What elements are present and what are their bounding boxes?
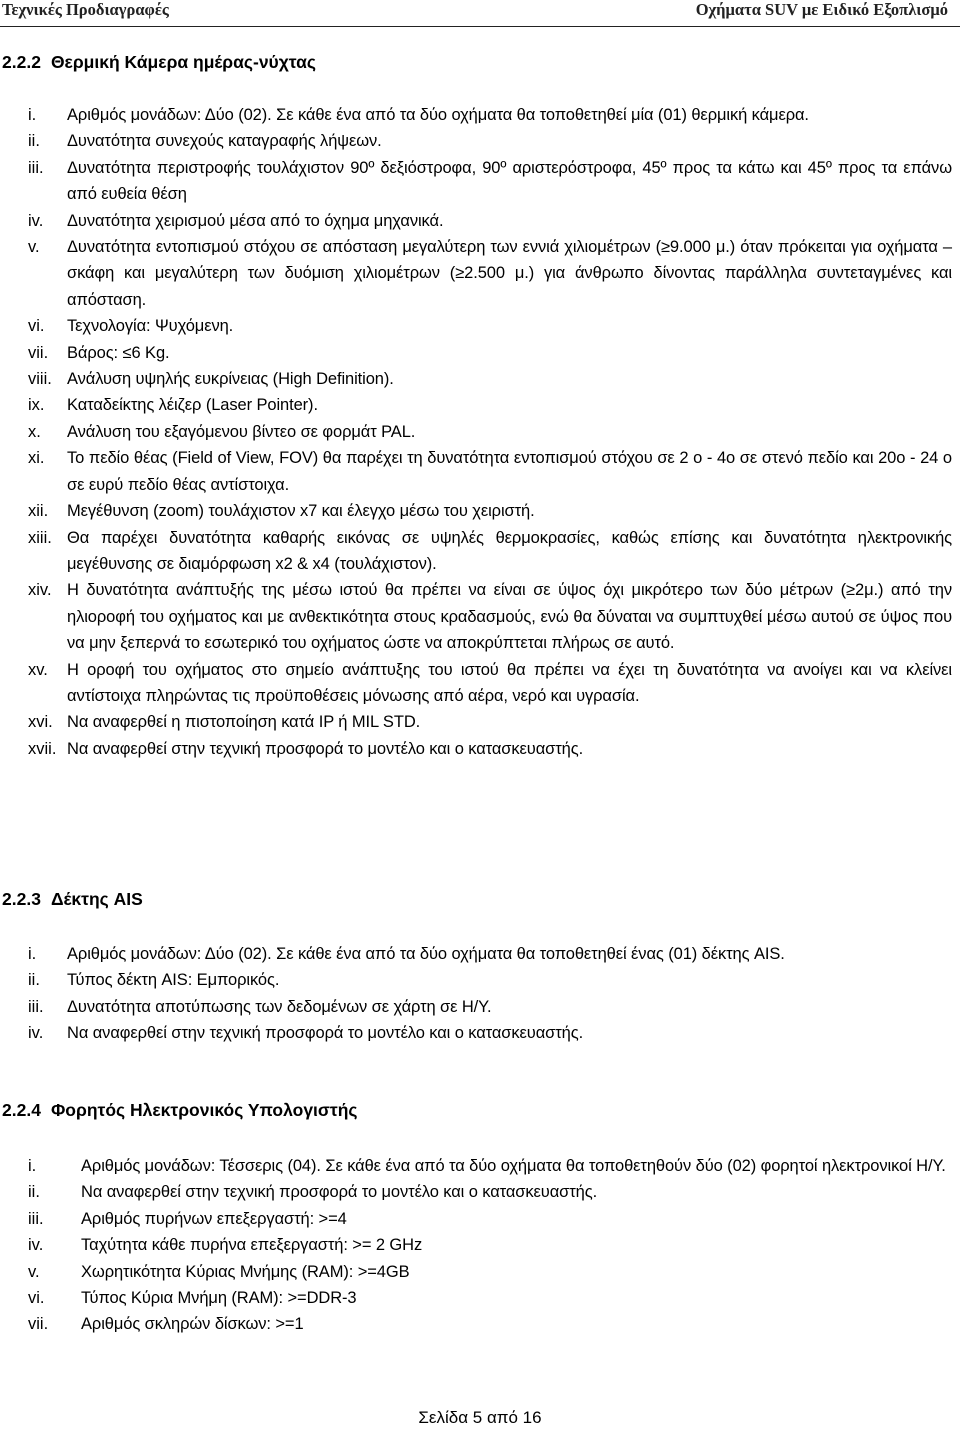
item-text: Ταχύτητα κάθε πυρήνα επεξεργαστή: >= 2 GHz xyxy=(81,1236,423,1255)
item-roman-numeral: iv. xyxy=(28,1236,44,1255)
item-roman-numeral: ix. xyxy=(28,396,45,415)
item-roman-numeral: ii. xyxy=(28,1183,40,1202)
list-item xyxy=(0,1153,960,1179)
list-item xyxy=(0,445,960,498)
item-text: Τύπος Κύρια Μνήμη (RAM): >=DDR-3 xyxy=(81,1289,357,1308)
header-subject-title: Οχήματα SUV με Ειδικό Εξοπλισμό xyxy=(695,0,948,19)
item-text: Αριθμός μονάδων: Δύο (02). Σε κάθε ένα από τα δύο οχήματα θα τοποθετηθεί μία (01) θερμική κάμερα. xyxy=(67,106,809,124)
item-roman-numeral: viii. xyxy=(28,370,52,389)
list-item xyxy=(0,313,960,339)
section-number: 2.2.4 xyxy=(2,1100,41,1120)
list-item xyxy=(0,208,960,234)
list-item xyxy=(0,340,960,366)
list-item xyxy=(0,1232,960,1258)
item-text: Βάρος: ≤6 Kg. xyxy=(67,343,170,362)
item-roman-numeral: xiv. xyxy=(28,581,52,600)
item-text: Καταδείκτης λέιζερ (Laser Pointer). xyxy=(67,396,318,415)
item-roman-numeral: xvi. xyxy=(28,713,53,732)
item-text: Χωρητικότητα Κύριας Μνήμης (RAM): >=4GB xyxy=(81,1262,410,1281)
list-item xyxy=(0,709,960,735)
item-roman-numeral: iii. xyxy=(28,997,44,1016)
list-item xyxy=(0,234,960,313)
laptop-spec-list xyxy=(0,1153,960,1338)
item-roman-numeral: x. xyxy=(28,422,41,441)
section-heading: Δέκτης AIS xyxy=(50,889,143,909)
list-item xyxy=(0,941,960,967)
list-item xyxy=(0,366,960,392)
item-text: Δυνατότητα αποτύπωσης των δεδομένων σε χάρτη σε Η/Υ. xyxy=(67,997,492,1016)
section-title-ais-receiver xyxy=(2,889,143,910)
item-roman-numeral: vii. xyxy=(28,343,49,362)
list-item xyxy=(0,736,960,762)
item-text: Η οροφή του οχήματος στο σημείο ανάπτυξης του ιστού θα πρέπει να έχει τη δυνατότητα να ανοίγει και να κλείνει αντίστοιχα πληρώντας τις προϋποθέσεις μόνωσης από αέρα, νερό και υγρασία. xyxy=(67,660,952,705)
item-roman-numeral: iv. xyxy=(28,211,44,230)
list-item xyxy=(0,1206,960,1232)
section-heading: Φορητός Ηλεκτρονικός Υπολογιστής xyxy=(50,1100,358,1120)
list-item xyxy=(0,1179,960,1205)
item-roman-numeral: xiii. xyxy=(28,528,52,547)
item-roman-numeral: iii. xyxy=(28,1209,44,1228)
item-roman-numeral: iv. xyxy=(28,1024,44,1043)
page-header xyxy=(0,0,960,27)
list-item xyxy=(0,1311,960,1337)
item-text: Να αναφερθεί στην τεχνική προσφορά το μοντέλο και ο κατασκευαστής. xyxy=(67,739,584,758)
list-item xyxy=(0,155,960,208)
item-text: Δυνατότητα συνεχούς καταγραφής λήψεων. xyxy=(67,132,382,151)
item-roman-numeral: xv. xyxy=(28,660,48,679)
section-number: 2.2.2 xyxy=(2,52,41,72)
section-title-laptop xyxy=(2,1100,358,1121)
item-roman-numeral: xi. xyxy=(28,449,45,468)
item-text: Μεγέθυνση (zoom) τουλάχιστον x7 και έλεγχο μέσω του χειριστή. xyxy=(67,502,535,521)
list-item xyxy=(0,102,960,128)
item-text: Αριθμός πυρήνων επεξεργαστή: >=4 xyxy=(81,1209,347,1228)
item-roman-numeral: ii. xyxy=(28,132,40,151)
item-text: Θα παρέχει δυνατότητα καθαρής εικόνας σε υψηλές θερμοκρασίες, καθώς επίσης και δυνατότητα ηλεκτρονικής μεγέθυνσης σε διαμόρφωση x2 & x4 (τουλάχιστον). xyxy=(67,528,952,573)
item-roman-numeral: iii. xyxy=(28,158,44,177)
item-text: Ανάλυση του εξαγόμενου βίντεο σε φορμάτ PAL. xyxy=(67,422,416,441)
item-roman-numeral: vi. xyxy=(28,317,45,336)
list-item xyxy=(0,1020,960,1046)
list-item xyxy=(0,128,960,154)
section-number: 2.2.3 xyxy=(2,889,41,909)
item-text: Δυνατότητα χειρισμού μέσα από το όχημα μηχανικά. xyxy=(67,211,444,230)
item-roman-numeral: i. xyxy=(28,106,37,124)
item-text: Αριθμός μονάδων: Δύο (02). Σε κάθε ένα από τα δύο οχήματα θα τοποθετηθεί ένας (01) δέκτης AIS. xyxy=(67,945,785,963)
item-roman-numeral: vi. xyxy=(28,1289,45,1308)
list-item xyxy=(0,419,960,445)
list-item xyxy=(0,498,960,524)
list-item xyxy=(0,1285,960,1311)
list-item xyxy=(0,525,960,578)
item-text: Δυνατότητα περιστροφής τουλάχιστον 90º δεξιόστροφα, 90º αριστερόστροφα, 45º προς τα κάτω και 45º προς τα επάνω από ευθεία θέση xyxy=(67,158,952,204)
ais-receiver-spec-list xyxy=(0,941,960,1047)
item-text: Να αναφερθεί στην τεχνική προσφορά το μοντέλο και ο κατασκευαστής. xyxy=(67,1024,584,1043)
item-text: Να αναφερθεί στην τεχνική προσφορά το μοντέλο και ο κατασκευαστής. xyxy=(81,1183,598,1202)
thermal-camera-spec-list xyxy=(0,102,960,762)
item-text: Αριθμός μονάδων: Τέσσερις (04). Σε κάθε ένα από τα δύο οχήματα θα τοποθετηθούν δύο (02) φορητοί ηλεκτρονικοί Η/Υ. xyxy=(81,1157,946,1175)
item-roman-numeral: i. xyxy=(28,1157,37,1175)
section-heading: Θερμική Κάμερα ημέρας-νύχτας xyxy=(50,52,316,72)
item-text: Το πεδίο θέας (Field of View, FOV) θα παρέχει τη δυνατότητα εντοπισμού στόχου σε 2 ο - 4ο σε στενό πεδίο και 20ο - 24 ο σε ευρύ πεδίο θέας αντίστοιχα. xyxy=(67,449,952,494)
item-text: Η δυνατότητα ανάπτυξής της μέσω ιστού θα πρέπει να είναι σε ύψος όχι μικρότερο των δύο μέτρων (≥2μ.) από την ηλιοροφή του οχήματος και με ανθεκτικότητα στους κραδασμούς, ενώ θα δύναται να συμπτυχθεί μέσω αυτού σε ύψος που να μην ξεπερνά το εσωτερικό του οχήματος ώστε να αποκρύπτεται πλήρως σε αυτό. xyxy=(67,581,952,653)
list-item xyxy=(0,577,960,656)
list-item xyxy=(0,1259,960,1285)
item-text: Να αναφερθεί η πιστοποίηση κατά IP ή MIL STD. xyxy=(67,713,421,732)
section-title-thermal-camera xyxy=(2,52,316,73)
item-roman-numeral: vii. xyxy=(28,1315,49,1334)
list-item xyxy=(0,392,960,418)
item-text: Τύπος δέκτη AIS: Εμπορικός. xyxy=(67,971,280,990)
item-roman-numeral: ii. xyxy=(28,971,40,990)
item-text: Δυνατότητα εντοπισμού στόχου σε απόσταση μεγαλύτερη των εννιά χιλιομέτρων (≥9.000 μ.) όταν πρόκειται για οχήματα – σκάφη και μεγαλύτερη των δυόμιση χιλιομέτρων (≥2.500 μ.) για άνθρωπο δίνοντας παράλληλα συντεταγμένες και απόσταση. xyxy=(67,238,952,309)
item-text: Αριθμός σκληρών δίσκων: >=1 xyxy=(81,1315,304,1334)
list-item xyxy=(0,657,960,710)
item-roman-numeral: v. xyxy=(28,1262,40,1281)
item-text: Ανάλυση υψηλής ευκρίνειας (High Definition). xyxy=(67,370,394,389)
item-text: Τεχνολογία: Ψυχόμενη. xyxy=(67,317,234,336)
list-item xyxy=(0,967,960,993)
item-roman-numeral: v. xyxy=(28,238,40,257)
header-document-title: Τεχνικές Προδιαγραφές xyxy=(2,0,169,19)
item-roman-numeral: xii. xyxy=(28,502,49,521)
list-item xyxy=(0,994,960,1020)
page-footer: Σελίδα 5 από 16 xyxy=(418,1408,542,1427)
item-roman-numeral: xvii. xyxy=(28,739,57,758)
item-roman-numeral: i. xyxy=(28,945,37,963)
